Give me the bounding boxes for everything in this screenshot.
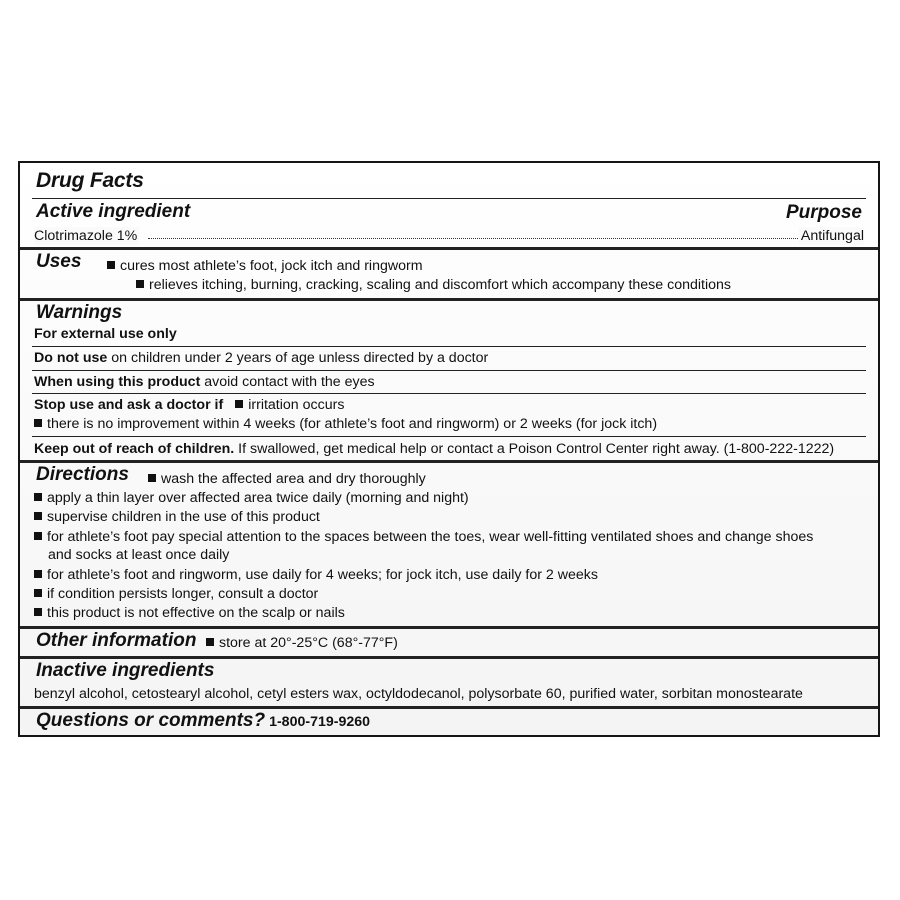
directions-heading: Directions [36, 464, 129, 485]
directions-item [34, 604, 345, 622]
do-not-use-text: on children under 2 years of age unless directed by a doctor [107, 350, 489, 366]
other-information-heading: Other information [36, 630, 197, 651]
bullet-icon [34, 512, 42, 520]
directions-item-text: apply a thin layer over affected area twice daily (morning and night) [47, 490, 469, 506]
directions-item-text: if condition persists longer, consult a doctor [47, 586, 319, 602]
stop-use-item [34, 415, 657, 433]
stop-use-line [34, 396, 344, 414]
section-divider [20, 298, 878, 301]
purpose-heading: Purpose [785, 202, 862, 223]
external-use-text: For external use only [34, 326, 177, 342]
when-using-label: When using this product [34, 374, 201, 390]
directions-item [34, 489, 469, 507]
directions-item-continued: and socks at least once daily [48, 547, 230, 563]
bullet-icon [34, 493, 42, 501]
directions-item-text: for athlete’s foot and ringworm, use daily for 4 weeks; for jock itch, use daily for 2 weeks [47, 567, 598, 583]
purpose-value: Antifungal [800, 228, 864, 244]
section-divider [20, 460, 878, 463]
bullet-icon [34, 419, 42, 427]
questions-line [36, 710, 370, 732]
bullet-icon [206, 638, 214, 646]
stop-use-label: Stop use and ask a doctor if [34, 397, 224, 413]
directions-item [34, 508, 320, 526]
bullet-icon [148, 474, 156, 482]
section-divider [20, 247, 878, 250]
other-information-text: store at 20°-25°C (68°-77°F) [219, 635, 398, 651]
section-divider [20, 626, 878, 629]
directions-item [34, 528, 813, 546]
divider [32, 370, 866, 371]
directions-item-text: supervise children in the use of this product [47, 509, 320, 525]
directions-item [34, 566, 598, 584]
bullet-icon [34, 532, 42, 540]
bullet-icon [34, 608, 42, 616]
questions-heading: Questions or comments? [36, 710, 266, 731]
directions-item [34, 585, 318, 603]
bullet-icon [136, 280, 144, 288]
active-ingredient-value: Clotrimazole 1% [34, 228, 138, 244]
drug-facts-panel [18, 161, 880, 737]
bullet-icon [235, 400, 243, 408]
stop-use-item-text: there is no improvement within 4 weeks (for athlete’s foot and ringworm) or 2 weeks (for jock itch) [47, 416, 658, 432]
directions-item-text: wash the affected area and dry thoroughly [161, 471, 426, 487]
divider [32, 393, 866, 394]
warnings-heading: Warnings [36, 302, 123, 323]
divider [32, 346, 866, 347]
when-using-line [34, 373, 375, 391]
do-not-use-line [34, 349, 488, 367]
directions-item-text: this product is not effective on the scalp or nails [47, 605, 345, 621]
keep-out-label: Keep out of reach of children. [34, 441, 235, 457]
directions-item-text: for athlete’s foot pay special attention to the spaces between the toes, wear well-fitting ventilated shoes and change shoes [47, 529, 814, 545]
inactive-ingredients-text: benzyl alcohol, cetostearyl alcohol, cetyl esters wax, octyldodecanol, polysorbate 60, purified water, sorbitan monostearate [34, 686, 803, 702]
keep-out-text: If swallowed, get medical help or contact a Poison Control Center right away. (1-800-222-1222) [234, 441, 835, 457]
leader-dots [148, 238, 812, 239]
divider [32, 198, 866, 199]
section-divider [20, 706, 878, 709]
stop-use-item: irritation occurs [248, 397, 345, 413]
section-divider [20, 656, 878, 659]
uses-heading: Uses [36, 251, 82, 272]
active-ingredient-heading: Active ingredient [36, 201, 191, 222]
bullet-icon [34, 589, 42, 597]
other-information-item [206, 634, 398, 652]
bullet-icon [34, 570, 42, 578]
panel-title: Drug Facts [36, 169, 144, 192]
keep-out-line [34, 440, 834, 458]
directions-item [148, 470, 426, 488]
when-using-text: avoid contact with the eyes [200, 374, 375, 390]
bullet-icon [107, 261, 115, 269]
uses-item [107, 257, 423, 275]
uses-item-text: relieves itching, burning, cracking, scaling and discomfort which accompany these conditions [149, 277, 731, 293]
do-not-use-label: Do not use [34, 350, 108, 366]
uses-item-text: cures most athlete’s foot, jock itch and ringworm [120, 258, 423, 274]
questions-phone: 1-800-719-9260 [269, 714, 371, 730]
divider [32, 436, 866, 437]
uses-item [136, 276, 731, 294]
inactive-ingredients-heading: Inactive ingredients [36, 660, 215, 681]
